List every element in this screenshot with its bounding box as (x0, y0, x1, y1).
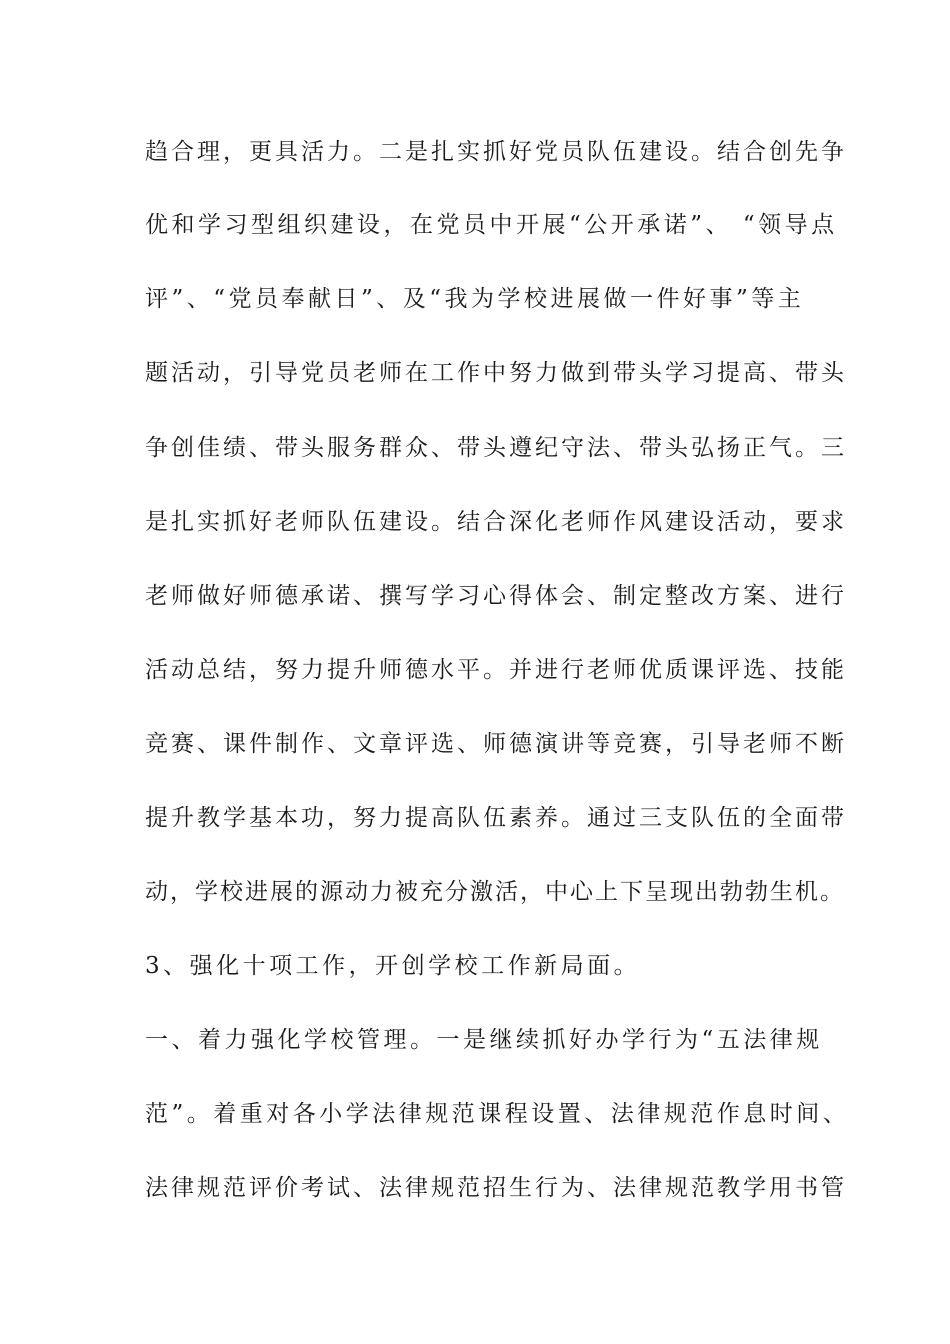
text-line: 老师做好师德承诺、撰写学习心得体会、制定整改方案、进行 (145, 583, 847, 609)
text-line: 题活动，引导党员老师在工作中努力做到带头学习提高、带头 (145, 360, 847, 386)
text-line: 提升教学基本功，努力提高队伍素养。通过三支队伍的全面带 (145, 805, 847, 831)
text-line: 评”、“党员奉献日”、及“我为学校进展做一件好事”等主 (145, 286, 805, 312)
text-line: 是扎实抓好老师队伍建设。结合深化老师作风建设活动，要求 (145, 509, 847, 535)
text-line: 动，学校进展的源动力被充分激活，中心上下呈现出勃勃生机。 (145, 879, 845, 905)
section-heading: 3、强化十项工作，开创学校工作新局面。 (145, 953, 641, 979)
text-line: 竞赛、课件制作、文章评选、师德演讲等竞赛，引导老师不断 (145, 731, 847, 757)
text-line: 趋合理，更具活力。二是扎实抓好党员队伍建设。结合创先争 (145, 139, 847, 165)
text-line: 一、着力强化学校管理。一是继续抓好办学行为“五法律规 (145, 1027, 823, 1053)
text-line: 优和学习型组织建设，在党员中开展“公开承诺”、 “领导点 (145, 212, 838, 238)
text-line: 活动总结，努力提升师德水平。并进行老师优质课评选、技能 (145, 657, 847, 683)
text-line: 范”。着重对各小学法律规范课程设置、法律规范作息时间、 (145, 1101, 850, 1127)
text-line: 争创佳绩、带头服务群众、带头遵纪守法、带头弘扬正气。三 (145, 435, 847, 461)
text-line: 法律规范评价考试、法律规范招生行为、法律规范教学用书管 (145, 1175, 847, 1201)
